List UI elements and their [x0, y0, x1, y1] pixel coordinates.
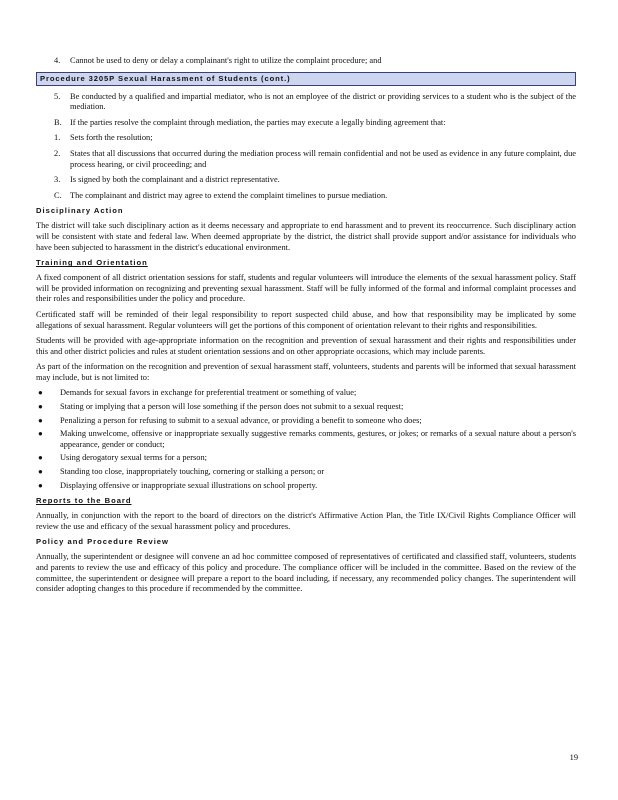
list-item: ● Making unwelcome, offensive or inappropriate sexually suggestive remarks comments, gestures, or jokes; or remarks of a sexual nature about a person's appearance, gender or conduct; [38, 429, 576, 449]
page-number: 19 [569, 753, 578, 762]
item-number: 2. [54, 148, 61, 158]
list-item: ● Stating or implying that a person will lose something if the person does not submit to a sexual request; [38, 402, 404, 412]
list-item: ● Demands for sexual favors in exchange for preferential treatment or something of value; [38, 388, 357, 398]
sub-item-2 [36, 149, 576, 170]
sub-item-3 [36, 175, 576, 186]
item-text: Sets forth the resolution; [70, 133, 153, 143]
paragraph: Students will be provided with age-appropriate information on the recognition and prevention of sexual harassment and their rights and responsibilities under this and other district policies and rules at student orientation sessions and on other appropriate occasions, which may include parents. [36, 336, 576, 356]
item-text: Is signed by both the complainant and a district representative. [70, 175, 280, 185]
item-text: Be conducted by a qualified and impartial mediator, who is not an employee of the district or providing services to a student who is the subject of the mediation. [70, 91, 576, 112]
paragraph: Certificated staff will be reminded of their legal responsibility to report suspected child abuse, and how that responsibility may be implicated by some allegations of sexual harassment. Regular volunteers will get the portions of this component of orientation relevant to their rights and responsibilities. [36, 309, 576, 330]
section-heading-training: Training and Orientation [36, 258, 148, 268]
paragraph: As part of the information on the recognition and prevention of sexual harassment staff, volunteers, students and parents will be informed that sexual harassment may include, but is not limited to: [36, 362, 576, 382]
list-item: ● Using derogatory sexual terms for a person; [38, 453, 207, 463]
bullet-icon: ● [38, 402, 43, 412]
item-text: Cannot be used to deny or delay a complainant's right to utilize the complaint procedure; and [70, 56, 382, 65]
item-letter: B. [54, 117, 62, 127]
list-item: ● Standing too close, inappropriately touching, cornering or stalking a person; or [38, 467, 325, 477]
paragraph: The district will take such disciplinary action as it deems necessary and appropriate to end harassment and to prevent its reoccurrence. Such disciplinary action will be consistent with state and federal law. When deemed appropriate by the district, the district shall provide support and/or assistance for individuals who have been subjected to harassment in the district's educational environment. [36, 221, 576, 252]
paragraph: Annually, in conjunction with the report to the board of directors on the district's Affirmative Action Plan, the Title IX/Civil Rights Compliance Officer will review the use and efficacy of the sexual harassment policy and procedures. [36, 511, 576, 531]
item-number: 4. [54, 56, 61, 65]
section-heading-disciplinary: Disciplinary Action [36, 206, 124, 216]
bullet-icon: ● [38, 429, 43, 439]
paragraph: A fixed component of all district orientation sessions for staff, students and regular volunteers will introduce the elements of the sexual harassment policy. Staff will be provided information on recognizing and preventing sexual harassment. Staff will be fully informed of the formal and informal complaint processes and their roles and responsibilities under the policy and procedure. [36, 273, 576, 304]
section-heading-review: Policy and Procedure Review [36, 537, 169, 547]
item-number: 3. [54, 175, 61, 185]
item-text: If the parties resolve the complaint through mediation, the parties may execute a legally binding agreement that: [70, 117, 446, 127]
item-letter: C. [54, 190, 62, 200]
bullet-icon: ● [38, 467, 43, 477]
bullet-icon: ● [38, 388, 43, 398]
item-number: 1. [54, 133, 61, 143]
lettered-item-c [36, 191, 576, 202]
list-item: ● Penalizing a person for refusing to submit to a sexual advance, or providing a benefit to someone who does; [38, 415, 422, 425]
bullet-icon: ● [38, 415, 43, 425]
item-number: 5. [54, 91, 61, 101]
lettered-item-b [36, 118, 576, 129]
numbered-item-5 [36, 92, 576, 113]
paragraph: Annually, the superintendent or designee will convene an ad hoc committee composed of representatives of certificated and classified staff, volunteers, students and parents to review the use and efficacy of this policy and procedure. The compliance officer will be included in the committee. Based on the review of the committee, the superintendent or designee will prepare a report to the board including, if necessary, any recommended policy changes. The superintendent will consider adopting changes to this procedure if recommended by the committee. [36, 552, 576, 594]
list-item: ● Displaying offensive or inappropriate sexual illustrations on school property. [38, 480, 318, 490]
section-heading-reports: Reports to the Board [36, 496, 132, 506]
procedure-banner: Procedure 3205P Sexual Harassment of Students (cont.) [36, 72, 576, 86]
item-text: The complainant and district may agree to extend the complaint timelines to pursue mediation. [70, 190, 388, 200]
item-text: States that all discussions that occurred during the mediation process will remain confidential and not be used as evidence in any future complaint, due process hearing, or civil proceeding; and [70, 148, 576, 169]
numbered-item-4 [36, 56, 576, 67]
harassment-examples-list [36, 388, 576, 491]
sub-item-1 [36, 133, 576, 144]
bullet-icon: ● [38, 480, 43, 490]
bullet-icon: ● [38, 453, 43, 463]
